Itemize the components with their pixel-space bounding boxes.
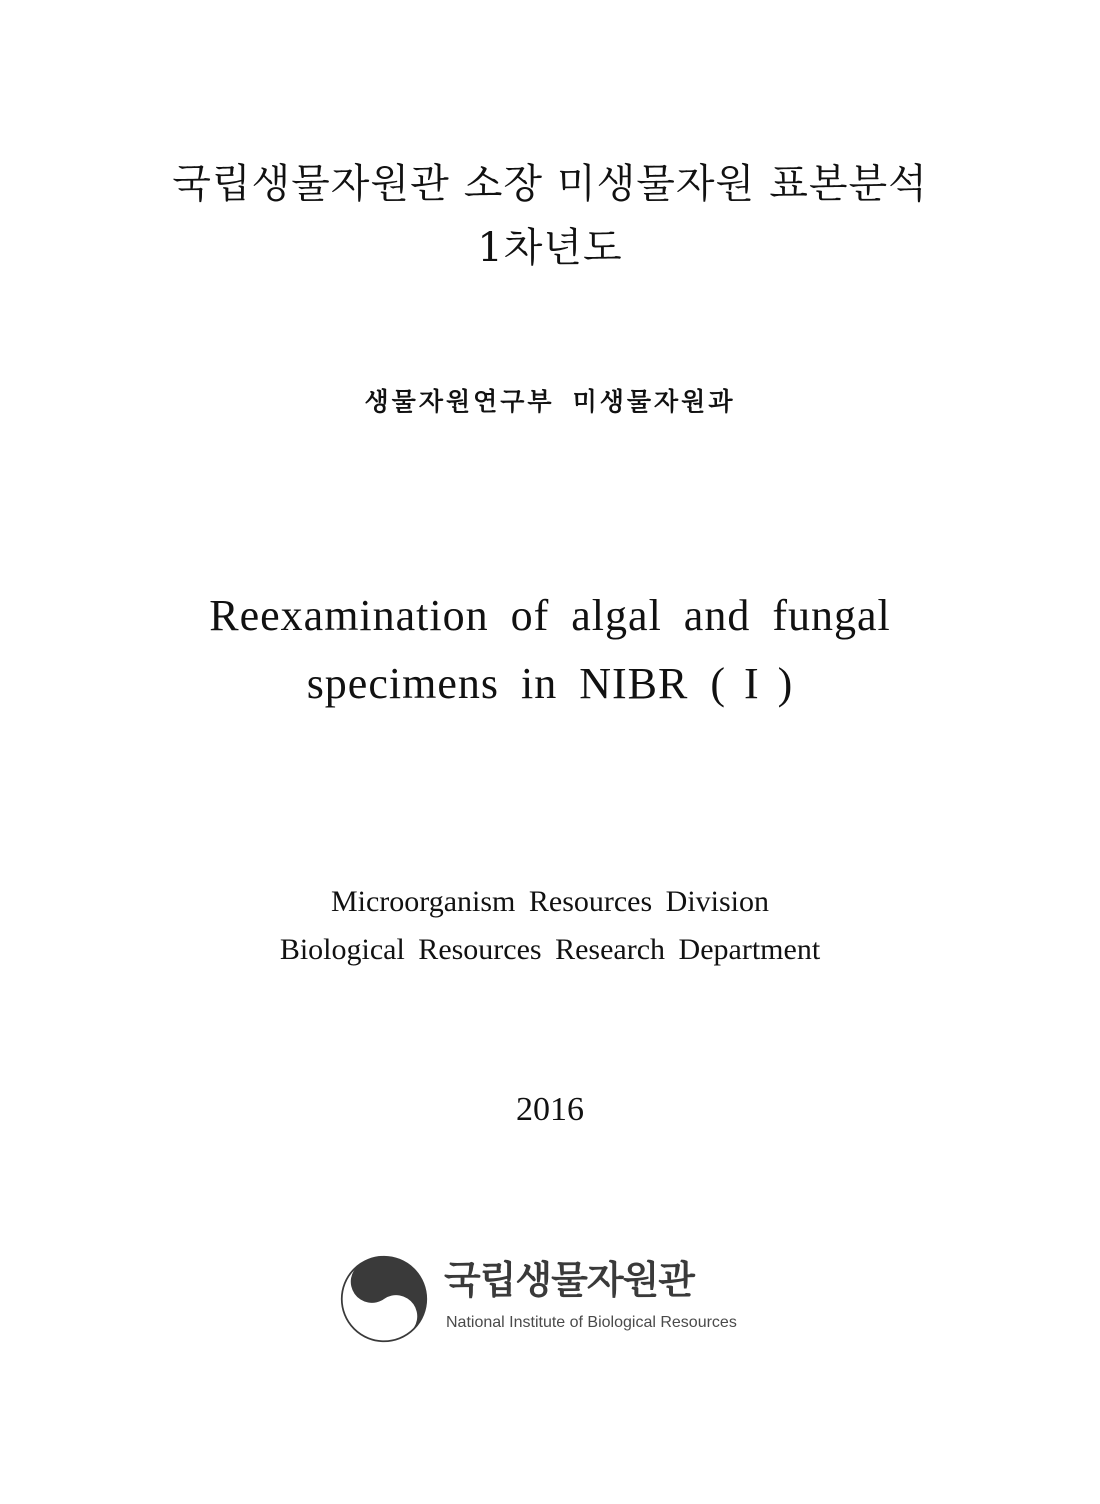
nibr-logo xyxy=(340,1255,780,1345)
nibr-emblem-icon xyxy=(340,1255,428,1343)
english-title xyxy=(0,582,1100,718)
logo-english-name: National Institute of Biological Resources xyxy=(446,1314,737,1331)
english-department xyxy=(0,878,1100,974)
english-department-department: Biological Resources Research Department xyxy=(279,933,821,966)
logo-korean-name: 국립생물자원관 xyxy=(444,1258,694,1302)
korean-title-line-1: 국립생물자원관 소장 미생물자원 표본분석 xyxy=(172,161,928,207)
korean-title xyxy=(0,152,1100,280)
korean-title-line-2: 1차년도 xyxy=(477,225,623,271)
korean-department: 생물자원연구부 미생물자원과 xyxy=(364,387,736,416)
english-title-line-1: Reexamination of algal and fungal xyxy=(209,591,891,640)
publication-year: 2016 xyxy=(516,1091,584,1128)
english-title-line-2: specimens in NIBR ( I ) xyxy=(306,659,794,708)
english-department-division: Microorganism Resources Division xyxy=(330,885,770,918)
